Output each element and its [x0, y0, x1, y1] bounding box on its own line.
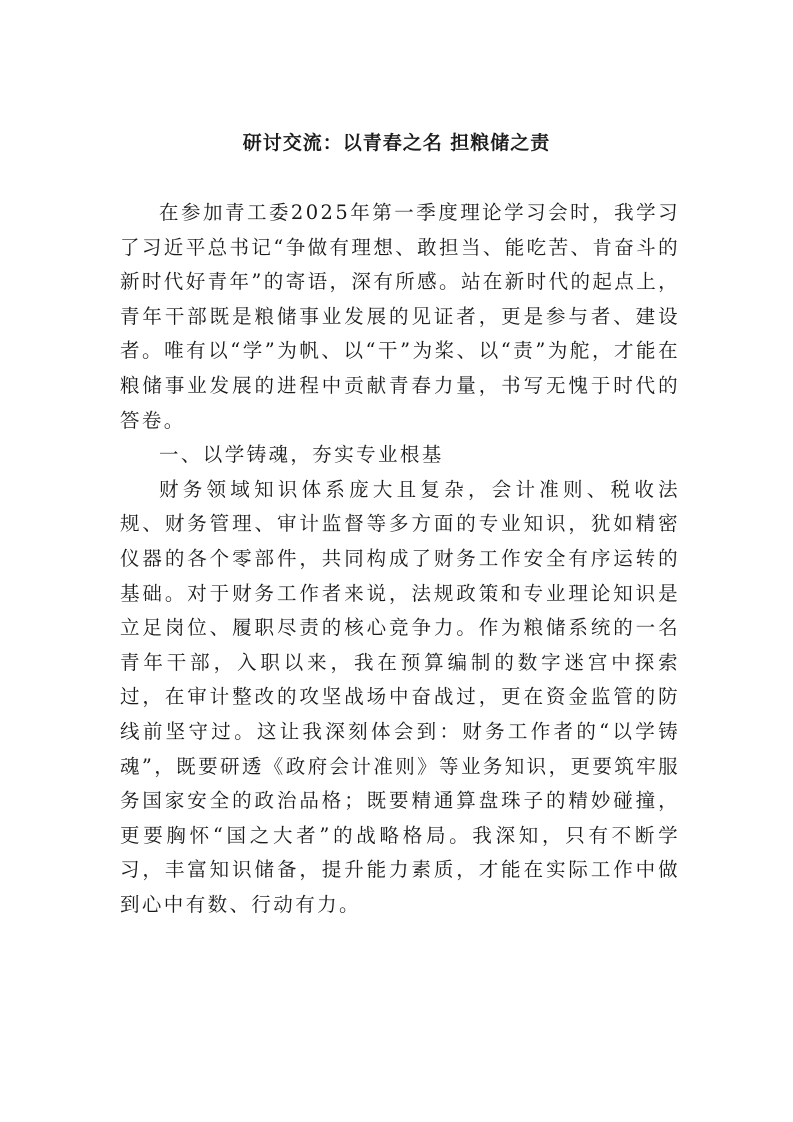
section-heading: 一、以学铸魂，夯实专业根基: [159, 443, 444, 467]
document-body: [120, 196, 680, 922]
section-paragraph: 财务领域知识体系庞大且复杂，会计准则、税收法规、财务管理、审计监督等多方面的专业知识，犹如精密仪器的各个零部件，共同构成了财务工作安全有序运转的基础。对于财务工作者来说，法规政策和专业理论知识是立足岗位、履职尽责的核心竞争力。作为粮储系统的一名青年干部，入职以来，我在预算编制的数字迷宫中探索过，在审计整改的攻坚战场中奋战过，更在资金监管的防线前坚守过。这让我深刻体会到：财务工作者的“以学铸魂”，既要研透《政府会计准则》等业务知识，更要筑牢服务国家安全的政治品格；既要精通算盘珠子的精妙碰撞，更要胸怀“国之大者”的战略格局。我深知，只有不断学习，丰富知识储备，提升能力素质，才能在实际工作中做到心中有数、行动有力。: [120, 477, 680, 916]
intro-paragraph: 在参加青工委2025年第一季度理论学习会时，我学习了习近平总书记“争做有理想、敢担当、能吃苦、肯奋斗的新时代好青年”的寄语，深有所感。站在新时代的起点上，青年干部既是粮储事业发展的见证者，更是参与者、建设者。唯有以“学”为帆、以“干”为桨、以“责”为舵，才能在粮储事业发展的进程中贡献青春力量，书写无愧于时代的答卷。: [120, 201, 680, 432]
document-title: 研讨交流：以青春之名 担粮储之责: [242, 132, 551, 154]
